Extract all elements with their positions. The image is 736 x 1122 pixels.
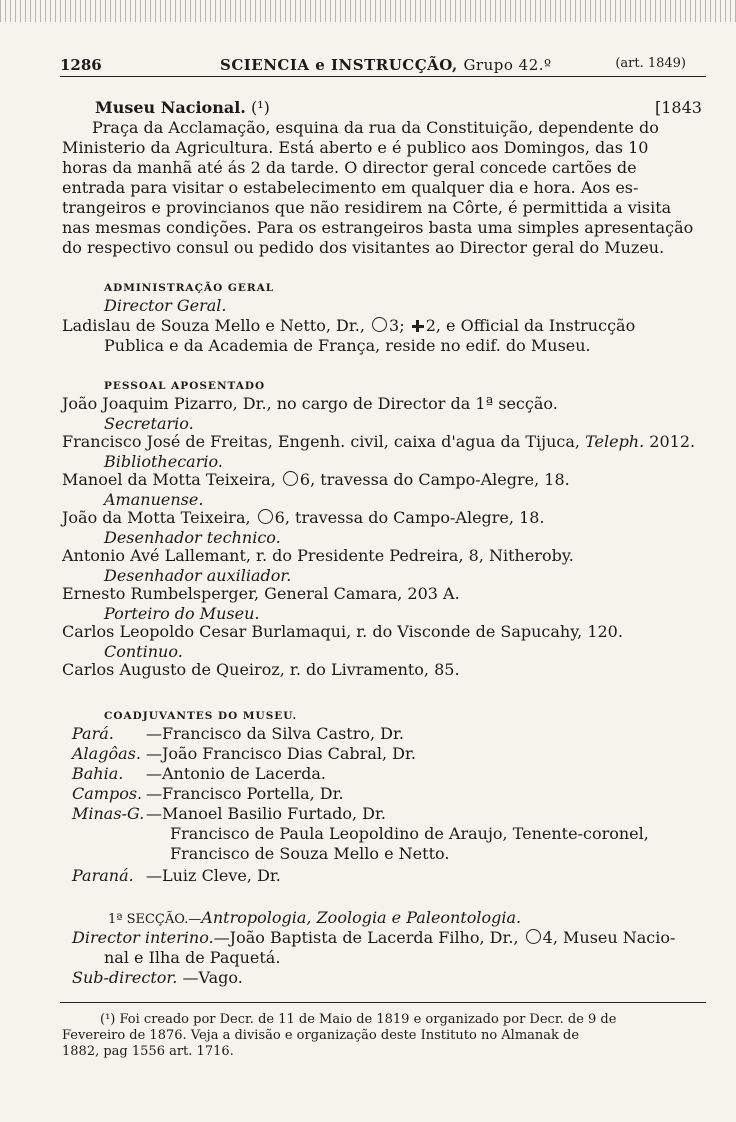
- museum-title: Museu Nacional.: [95, 98, 246, 117]
- staff-role-continuo: Continuo.: [104, 642, 183, 661]
- footnote-line-1: (¹) Foi creado por Decr. de 11 de Maio de 1819 e organizado por Decr. de 9 de: [100, 1012, 617, 1027]
- section1-title: Antropologia, Zoologia e Paleontologia.: [201, 908, 522, 927]
- order-icon: [372, 317, 387, 332]
- cross-icon: [412, 320, 424, 332]
- header-group: Grupo 42.º: [463, 56, 552, 74]
- coadj-row: Paraná. —Luiz Cleve, Dr.: [72, 866, 281, 885]
- intro-line-2: Ministerio da Agricultura. Está aberto e é publico aos Domingos, das 10: [62, 138, 649, 157]
- intro-line-4: entrada para visitar o estabelecimento em qualquer dia e hora. Aos es-: [62, 178, 639, 197]
- intro-line-3: horas da manhã até ás 2 da tarde. O director geral concede cartões de: [62, 158, 637, 177]
- staff-line-6: Ernesto Rumbelsperger, General Camara, 203 A.: [62, 584, 460, 603]
- page-header: [60, 52, 706, 77]
- intro-line-5: trangeiros e provincianos que não residirem na Côrte, é permittida a visita: [62, 198, 672, 217]
- order-icon: [283, 471, 298, 486]
- staff-line-2: Francisco José de Freitas, Engenh. civil, caixa d'agua da Tijuca, Teleph. 2012.: [62, 432, 696, 451]
- intro-line-1: Praça da Acclamação, esquina da rua da Constituição, dependente do: [92, 118, 659, 137]
- header-title: SCIENCIA e INSTRUCÇÃO, Grupo 42.º: [220, 56, 552, 74]
- section1-subdirector: Sub-director. —Vago.: [72, 968, 243, 987]
- intro-line-7: do respectivo consul ou pedido dos visitantes ao Director geral do Muzeu.: [62, 238, 665, 257]
- coadj-extra-2: Francisco de Souza Mello e Netto.: [170, 844, 450, 863]
- coadj-row: Alagôas. —João Francisco Dias Cabral, Dr.: [72, 744, 416, 763]
- coadj-row: Bahia. —Antonio de Lacerda.: [72, 764, 326, 783]
- staff-role-desenhador-tecnico: Desenhador technico.: [104, 528, 281, 547]
- staff-line-4: João da Motta Teixeira, 6, travessa do Campo-Alegre, 18.: [62, 508, 545, 527]
- section1-director-cont: nal e Ilha de Paquetá.: [104, 948, 281, 967]
- footnote-line-2: Fevereiro de 1876. Veja a divisão e organização deste Instituto no Almanak de: [62, 1028, 580, 1043]
- admin-role: Director Geral.: [104, 296, 227, 315]
- staff-heading: PESSOAL APOSENTADO: [104, 380, 266, 392]
- year-marker: [1843: [655, 98, 702, 117]
- staff-role-desenhador-auxiliador: Desenhador auxiliador.: [104, 566, 292, 585]
- admin-line-1: Ladislau de Souza Mello e Netto, Dr., 3; 2, e Official da Instrucção: [62, 316, 636, 335]
- coadj-row: Campos. —Francisco Portella, Dr.: [72, 784, 344, 803]
- section1-label: 1ª SECÇÃO.—: [108, 912, 202, 927]
- page-number: 1286: [60, 56, 102, 74]
- staff-line-7: Carlos Leopoldo Cesar Burlamaqui, r. do Visconde de Sapucahy, 120.: [62, 622, 623, 641]
- footnote-line-3: 1882, pag 1556 art. 1716.: [62, 1044, 234, 1059]
- museum-title-line: [95, 98, 270, 118]
- staff-role-porteiro: Porteiro do Museu.: [104, 604, 260, 623]
- staff-line-5: Antonio Avé Lallemant, r. do Presidente Pedreira, 8, Nitheroby.: [62, 546, 574, 565]
- coadj-row: Minas-G. —Manoel Basilio Furtado, Dr.: [72, 804, 386, 823]
- coadj-row: Pará. —Francisco da Silva Castro, Dr.: [72, 724, 404, 743]
- header-article: (art. 1849): [615, 56, 686, 71]
- section1-title-line: [108, 908, 521, 930]
- section1-director: Director interino.—João Baptista de Lacerda Filho, Dr., 4, Museu Nacio-: [72, 928, 676, 947]
- coadj-extra-1: Francisco de Paula Leopoldino de Araujo, Tenente-coronel,: [170, 824, 649, 843]
- staff-line-3: Manoel da Motta Teixeira, 6, travessa do Campo-Alegre, 18.: [62, 470, 570, 489]
- footnote-rule: [60, 1002, 706, 1003]
- admin-heading: ADMINISTRAÇÃO GERAL: [104, 282, 275, 294]
- staff-role-secretario: Secretario.: [104, 414, 194, 433]
- staff-line-1: João Joaquim Pizarro, Dr., no cargo de Director da 1ª secção.: [62, 394, 558, 413]
- order-icon: [526, 929, 541, 944]
- scan-noise: [0, 0, 736, 22]
- coadj-heading: COADJUVANTES DO MUSEU.: [104, 710, 298, 722]
- museum-title-note: (¹): [250, 98, 270, 117]
- staff-role-amanuense: Amanuense.: [104, 490, 204, 509]
- staff-role-bibliothecario: Bibliothecario.: [104, 452, 223, 471]
- staff-line-8: Carlos Augusto de Queiroz, r. do Livramento, 85.: [62, 660, 460, 679]
- intro-line-6: nas mesmas condições. Para os estrangeiros basta uma simples apresentação: [62, 218, 694, 237]
- order-icon: [258, 509, 273, 524]
- admin-line-2: Publica e da Academia de França, reside no edif. do Museu.: [104, 336, 591, 355]
